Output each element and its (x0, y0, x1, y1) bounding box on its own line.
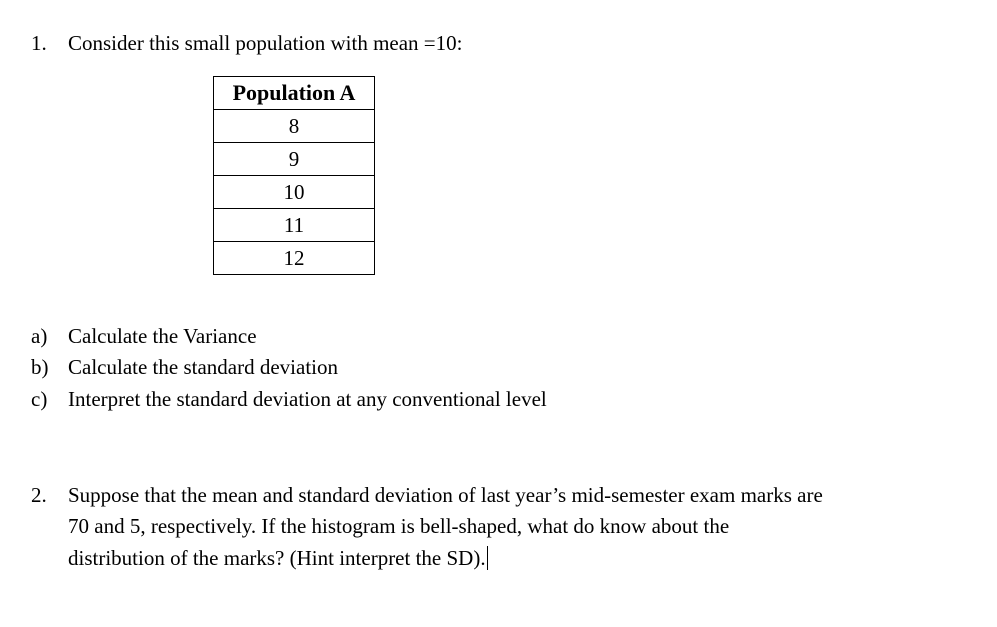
table-row (214, 143, 375, 176)
table-cell: 12 (214, 242, 375, 275)
subquestion-a-label: a) (31, 324, 48, 348)
question-2-text-line-2: 70 and 5, respectively. If the histogram is bell-shaped, what do know about the (68, 514, 730, 538)
question-2-text-line-3: distribution of the marks? (Hint interpret the SD). (68, 546, 486, 570)
subquestion-c-label: c) (31, 387, 48, 411)
subquestion-b-label: b) (31, 355, 49, 379)
question-1-number: 1. (31, 31, 47, 55)
table-cell: 10 (214, 176, 375, 209)
question-2-number: 2. (31, 483, 47, 507)
table-row (214, 110, 375, 143)
question-1-text: Consider this small population with mean =10: (68, 31, 463, 55)
table-header: Population A (214, 77, 375, 110)
subquestion-b-text: Calculate the standard deviation (68, 355, 338, 379)
question-2-text-line-1: Suppose that the mean and standard deviation of last year’s mid-semester exam marks are (68, 483, 823, 507)
table-row (214, 209, 375, 242)
population-table (213, 76, 375, 275)
subquestion-c-text: Interpret the standard deviation at any conventional level (68, 387, 547, 411)
subquestion-a-text: Calculate the Variance (68, 324, 257, 348)
table-cell: 11 (214, 209, 375, 242)
table-row (214, 242, 375, 275)
question-2-text-line-3-wrap[interactable] (68, 545, 488, 571)
table-cell: 9 (214, 143, 375, 176)
text-cursor (487, 546, 488, 570)
table-cell: 8 (214, 110, 375, 143)
table-header-row (214, 77, 375, 110)
table-row (214, 176, 375, 209)
